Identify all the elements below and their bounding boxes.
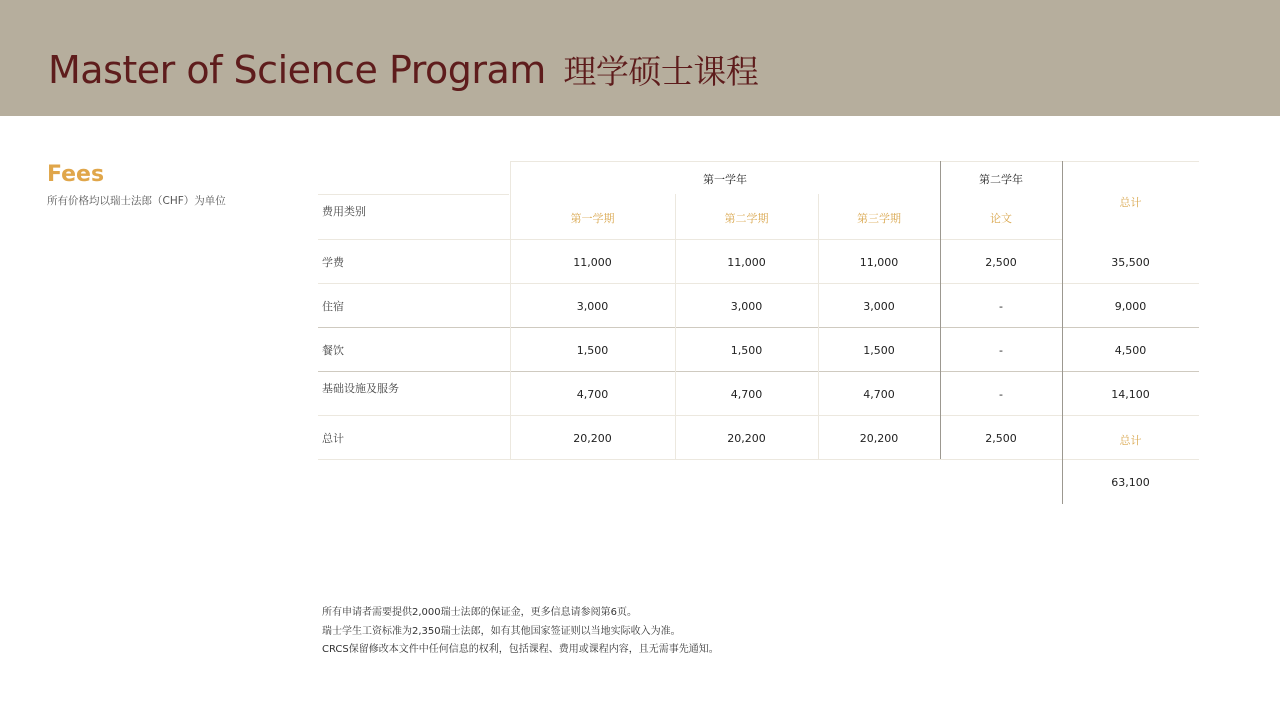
table-cell: 20,200 — [859, 432, 899, 445]
footer-notes — [322, 604, 719, 660]
category-header: 费用类别 — [322, 205, 366, 218]
table-cell: 11,000 — [859, 256, 899, 269]
table-cell: 11,000 — [727, 256, 766, 269]
table-cell: 3,000 — [730, 300, 763, 313]
table-row-rule — [318, 415, 1199, 416]
table-cell-total: 35,500 — [1111, 256, 1150, 269]
footer-note: 所有申请者需要提供2,000瑞士法郎的保证金，更多信息请参阅第6页。 — [322, 607, 637, 618]
table-cell: 4,700 — [576, 388, 609, 401]
table-cell-total: 14,100 — [1111, 388, 1150, 401]
footer-note: 瑞士学生工资标准为2,350瑞士法郎，如有其他国家签证则以当地实际收入为准。 — [322, 625, 681, 637]
row-label-dining: 餐饮 — [322, 344, 344, 357]
table-cell: - — [999, 344, 1003, 357]
table-col-rule — [675, 194, 676, 459]
table-top-rule — [510, 161, 1199, 162]
row-label-tuition: 学费 — [322, 256, 344, 269]
table-cell: 4,700 — [730, 388, 763, 401]
row-label-total: 总计 — [322, 432, 344, 445]
total-label-cell: 总计 — [1119, 434, 1142, 447]
page-title-zh: 理学硕士课程 — [563, 52, 759, 91]
table-row-rule — [318, 327, 1199, 328]
semester1-header: 第一学期 — [570, 212, 615, 225]
page-title — [48, 46, 758, 93]
table-cell: 1,500 — [730, 344, 763, 357]
table-cell: 1,500 — [576, 344, 609, 357]
semester2-header: 第二学期 — [724, 212, 769, 225]
table-cell: 11,000 — [573, 256, 612, 269]
grand-total-value: 63,100 — [1111, 476, 1150, 489]
table-header-rule — [318, 239, 1062, 240]
year2-header: 第二学年 — [979, 173, 1023, 186]
table-cell-total: 9,000 — [1114, 300, 1147, 313]
table-row-rule — [318, 371, 1199, 372]
table-category-rule — [318, 194, 509, 195]
fees-heading: Fees — [47, 162, 105, 187]
table-cell: 2,500 — [985, 256, 1017, 269]
header-banner — [0, 0, 1280, 116]
table-cell: 20,200 — [573, 432, 612, 445]
fees-currency-note: 所有价格均以瑞士法郎（CHF）为单位 — [47, 195, 226, 207]
table-cell: - — [999, 388, 1003, 401]
table-cell: 4,700 — [863, 388, 895, 401]
table-row-rule — [318, 459, 1199, 460]
total-header: 总计 — [1119, 196, 1142, 209]
year1-header: 第一学年 — [703, 173, 747, 186]
table-cell: 3,000 — [863, 300, 895, 313]
page-title-en: Master of Science Program — [48, 48, 546, 92]
table-cell: 20,200 — [727, 432, 766, 445]
footer-note: CRCS保留修改本文件中任何信息的权利，包括课程、费用或课程内容，且无需事先通知。 — [322, 644, 719, 655]
table-col-rule — [1062, 161, 1063, 504]
row-label-infrastructure: 基础设施及服务 — [322, 382, 399, 395]
row-label-accommodation: 住宿 — [322, 300, 344, 313]
table-row-rule — [318, 283, 1199, 284]
table-col-rule — [818, 194, 819, 459]
table-cell: 2,500 — [985, 432, 1017, 445]
semester3-header: 第三学期 — [857, 212, 901, 225]
table-cell-total: 4,500 — [1114, 344, 1147, 357]
table-cell: 3,000 — [576, 300, 609, 313]
table-cell: - — [999, 300, 1003, 313]
table-cell: 1,500 — [863, 344, 895, 357]
thesis-header: 论文 — [990, 212, 1012, 225]
